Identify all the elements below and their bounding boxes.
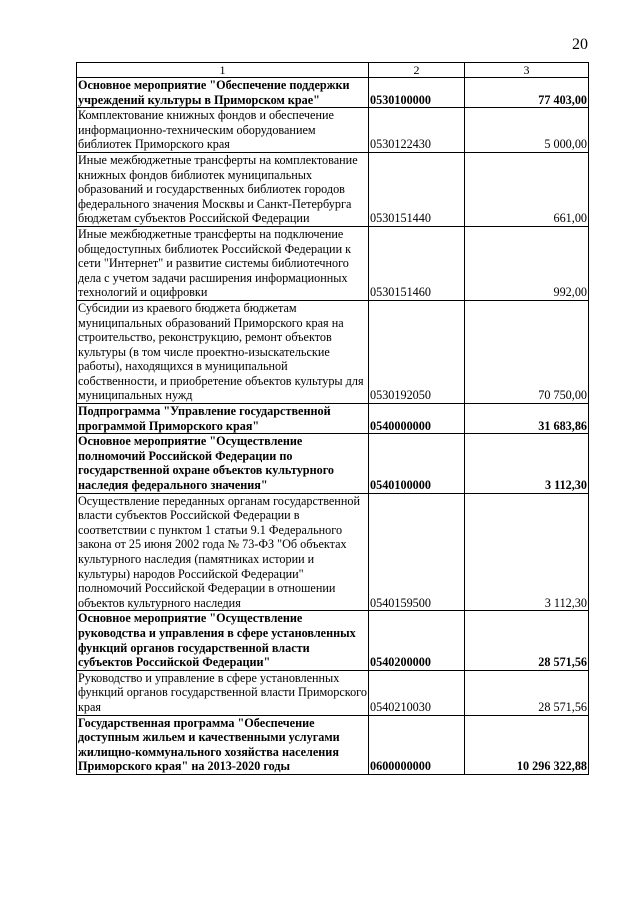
row-amount: 5 000,00 <box>465 108 589 153</box>
row-amount: 70 750,00 <box>465 300 589 403</box>
table-row <box>77 300 589 403</box>
row-amount: 31 683,86 <box>465 404 589 434</box>
table-row <box>77 404 589 434</box>
row-amount: 28 571,56 <box>465 611 589 670</box>
row-name: Основное мероприятие "Обеспечение поддержки учреждений культуры в Приморском крае" <box>77 78 369 108</box>
table-row <box>77 226 589 300</box>
row-code: 0540159500 <box>369 493 465 611</box>
row-code: 0530151460 <box>369 226 465 300</box>
row-name: Комплектование книжных фондов и обеспечение информационно-техническим оборудованием библиотек Приморского края <box>77 108 369 153</box>
row-amount: 3 112,30 <box>465 434 589 493</box>
row-code: 0540210030 <box>369 670 465 715</box>
table-body <box>77 78 589 775</box>
table-row <box>77 715 589 774</box>
row-code: 0540000000 <box>369 404 465 434</box>
row-code: 0530192050 <box>369 300 465 403</box>
row-name: Государственная программа "Обеспечение доступным жильем и качественными услугами жилищно-коммунального хозяйства населения Приморского края" на 2013-2020 годы <box>77 715 369 774</box>
table-header <box>77 63 589 78</box>
row-amount: 661,00 <box>465 152 589 226</box>
row-name: Основное мероприятие "Осуществление руководства и управления в сфере установленных функций органов государственной власти субъектов Российской Федерации" <box>77 611 369 670</box>
row-name: Иные межбюджетные трансферты на подключение общедоступных библиотек Российской Федерации к сети "Интернет" и развитие системы библиотечного дела с учетом задачи расширения информационных технологий и оцифровки <box>77 226 369 300</box>
row-name: Осуществление переданных органам государственной власти субъектов Российской Федерации в соответствии с пунктом 1 статьи 9.1 Федерального закона от 25 июня 2002 года № 73-ФЗ "Об объектах культурного наследия (памятниках истории и культуры) народов Российской Федерации" полномочий Российской Федерации в отношении объектов культурного наследия <box>77 493 369 611</box>
row-code: 0530100000 <box>369 78 465 108</box>
table-row <box>77 493 589 611</box>
row-amount: 77 403,00 <box>465 78 589 108</box>
table-row <box>77 108 589 153</box>
header-cell-name: 1 <box>77 63 369 78</box>
row-name: Основное мероприятие "Осуществление полномочий Российской Федерации по государственной охране объектов культурного наследия федерального значения" <box>77 434 369 493</box>
table-row <box>77 152 589 226</box>
row-code: 0600000000 <box>369 715 465 774</box>
page-number: 20 <box>572 36 588 53</box>
header-cell-amount: 3 <box>465 63 589 78</box>
table-row <box>77 78 589 108</box>
row-amount: 10 296 322,88 <box>465 715 589 774</box>
table-row <box>77 670 589 715</box>
table-row <box>77 611 589 670</box>
header-cell-code: 2 <box>369 63 465 78</box>
budget-table <box>76 62 589 775</box>
row-name: Субсидии из краевого бюджета бюджетам муниципальных образований Приморского края на строительство, реконструкцию, ремонт объектов культуры (в том числе проектно-изыскательские работы), находящихся в муниципальной собственности, и приобретение объектов культуры для муниципальных нужд <box>77 300 369 403</box>
row-amount: 28 571,56 <box>465 670 589 715</box>
table-row <box>77 434 589 493</box>
header-row <box>77 63 589 78</box>
row-code: 0530151440 <box>369 152 465 226</box>
row-name: Подпрограмма "Управление государственной программой Приморского края" <box>77 404 369 434</box>
row-amount: 992,00 <box>465 226 589 300</box>
row-code: 0540200000 <box>369 611 465 670</box>
row-name: Руководство и управление в сфере установленных функций органов государственной власти Приморского края <box>78 670 367 714</box>
row-code: 0540100000 <box>369 434 465 493</box>
row-name: Иные межбюджетные трансферты на комплектование книжных фондов библиотек муниципальных образований и государственных библиотек городов федерального значения Москвы и Санкт-Петербурга бюджетам субъектов Российской Федерации <box>77 152 369 226</box>
row-code: 0530122430 <box>369 108 465 153</box>
row-amount: 3 112,30 <box>465 493 589 611</box>
